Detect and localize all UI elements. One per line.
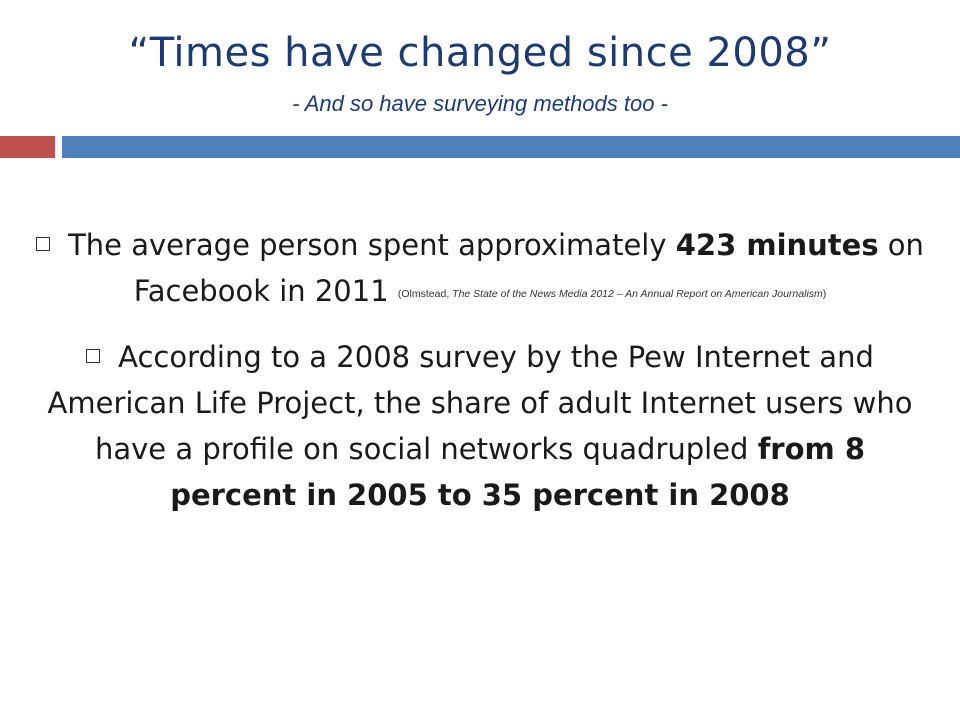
slide-title: “Times have changed since 2008”	[128, 30, 832, 76]
hollow-square-bullet-icon	[86, 349, 100, 363]
citation-close: )	[822, 288, 827, 300]
citation-open: (Olmstead,	[397, 288, 453, 300]
slide-body	[30, 222, 930, 538]
bullet-1-highlight: 423 minutes	[675, 228, 879, 262]
accent-bar-red	[0, 136, 55, 158]
slide-subtitle: - And so have surveying methods too -	[292, 91, 668, 116]
bullet-2-highlight: from 8 percent in 2005 to 35 percent in 2008	[170, 432, 866, 512]
bullet-1-text: The average person spent approximately	[68, 228, 676, 262]
hollow-square-bullet-icon	[36, 237, 50, 251]
bullet-1-text-cont: on Facebook in 2011	[133, 228, 924, 308]
bullet-1-citation	[398, 288, 826, 300]
bullet-facebook-minutes	[30, 222, 930, 314]
bullet-2-text: According to a 2008 survey by the Pew Internet and American Life Project, the share of adult Internet users who have a profile on social networks quadrupled	[47, 340, 913, 466]
bullet-pew-survey	[30, 334, 930, 518]
citation-source-title: The State of the News Media 2012 – An Annual Report on American Journalism	[452, 288, 823, 300]
accent-bar-blue	[62, 136, 960, 158]
